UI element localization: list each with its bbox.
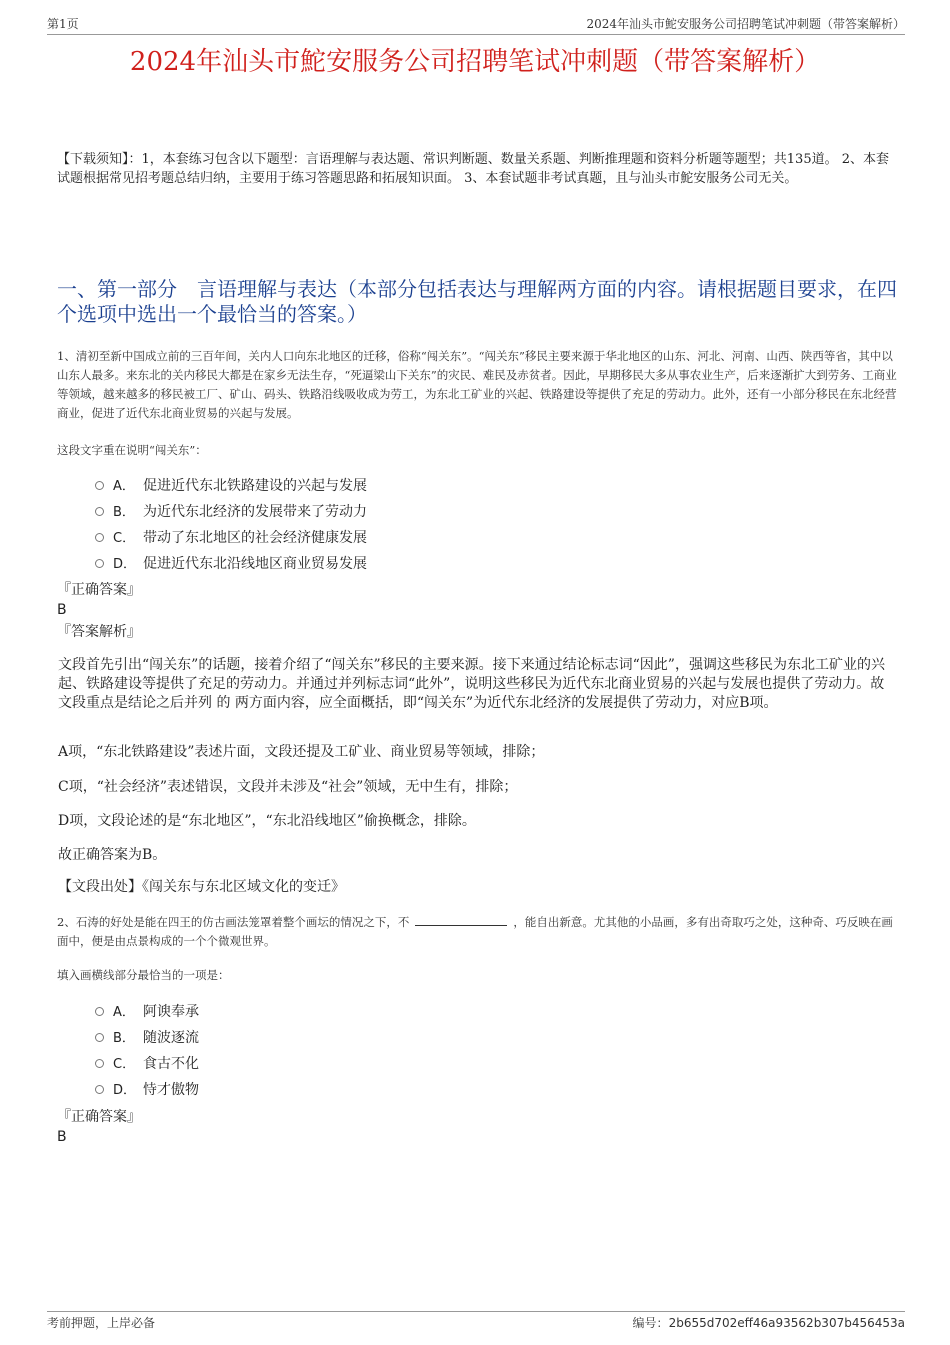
option-c[interactable]: C． 食古不化 (95, 1051, 595, 1077)
correct-answer-label: 『正确答案』 (57, 582, 141, 598)
correct-answer-label: 『正确答案』 (57, 1109, 141, 1125)
option-text: 促进近代东北沿线地区商业贸易发展 (143, 556, 367, 572)
option-text: 促进近代东北铁路建设的兴起与发展 (143, 478, 367, 494)
option-c[interactable]: C． 带动了东北地区的社会经济健康发展 (95, 525, 595, 551)
question-1-text: 1、清初至新中国成立前的三百年间，关内人口向东北地区的迁移，俗称“闯关东”。“闯关东”移民主要来源于华北地区的山东、河北、河南、山西、陕西等省，其中以山东人最多。来东北的关内移民大都是在家乡无法生存，“死逼梁山下关东”的灾民、难民及赤贫者。因此，早期移民大多从事农业生产，后来逐渐扩大到劳务、工商业等领域，越来越多的移民被工厂、矿山、码头、铁路沿线吸收成为劳工，为东北工矿业的兴起、铁路建设等提供了充足的劳动力。此外，还有一小部分移民在东北经营商业，促进了近代东北商业贸易的兴起与发展。 (57, 349, 897, 420)
correct-answer-value: B (57, 1129, 67, 1145)
question-2-options (95, 999, 595, 1103)
option-text: 恃才傲物 (143, 1082, 199, 1098)
question-2-text: 2、石涛的好处是能在四王的仿古画法笼罩着整个画坛的情况之下，不 ，能自出新意。尤其他的小品画，多有出奇取巧之处，这种奇、巧反映在画面中，便是由点景构成的一个个微观世界。 (57, 915, 893, 948)
page-footer (47, 1311, 905, 1332)
header-doc-title: 2024年汕头市鮀安服务公司招聘笔试冲刺题（带答案解析） (586, 17, 905, 31)
option-text: 阿谀奉承 (143, 1004, 199, 1020)
download-notice: 【下载须知】：1，本套练习包含以下题型：言语理解与表达题、常识判断题、数量关系题、判断推理题和资料分析题等题型；共135道。 2、本套试题根据常见招考题总结归纳，主要用于练习答题思路和拓展知识面。 3、本套试题非考试真题，且与汕头市鮀安服务公司无关。 (57, 152, 889, 186)
analysis-conclusion: 故正确答案为B。 (58, 847, 167, 863)
radio-icon[interactable] (95, 1033, 104, 1042)
analysis-option-a: A项，“东北铁路建设”表述片面，文段还提及工矿业、商业贸易等领域，排除； (58, 744, 545, 760)
page-number: 第1页 (47, 17, 79, 31)
question-1-options (95, 473, 595, 577)
option-text: 随波逐流 (143, 1030, 199, 1046)
radio-icon[interactable] (95, 507, 104, 516)
option-d[interactable]: D． 促进近代东北沿线地区商业贸易发展 (95, 551, 595, 577)
radio-icon[interactable] (95, 559, 104, 568)
analysis-paragraph: 文段首先引出“闯关东”的话题，接着介绍了“闯关东”移民的主要来源。接下来通过结论标志词“因此”，强调这些移民为东北工矿业的兴起、铁路建设等提供了充足的劳动力。并通过并列标志词“此外”，说明这些移民为近代东北商业贸易的兴起与发展也提供了劳动力。故文段重点是结论之后并列 的 两方面内容，应全面概括，即“闯关东”为近代东北经济的发展提供了劳动力，对应B项。 (58, 657, 885, 711)
option-b[interactable]: B． 随波逐流 (95, 1025, 595, 1051)
radio-icon[interactable] (95, 1007, 104, 1016)
option-a[interactable]: A． 阿谀奉承 (95, 999, 595, 1025)
fill-blank (415, 915, 507, 926)
option-text: 带动了东北地区的社会经济健康发展 (143, 530, 367, 546)
footer-slogan: 考前押题，上岸必备 (47, 1316, 156, 1330)
option-text: 食古不化 (143, 1056, 199, 1072)
option-text: 为近代东北经济的发展带来了劳动力 (143, 504, 367, 520)
analysis-option-d: D项，文段论述的是“东北地区”，“东北沿线地区”偷换概念，排除。 (58, 813, 476, 829)
document-title: 2024年汕头市鮀安服务公司招聘笔试冲刺题（带答案解析） (129, 47, 821, 77)
radio-icon[interactable] (95, 1059, 104, 1068)
text-source: 【文段出处】《闯关东与东北区域文化的变迁》 (58, 879, 345, 895)
radio-icon[interactable] (95, 1085, 104, 1094)
analysis-label: 『答案解析』 (57, 624, 141, 640)
question-2-prompt: 填入画横线部分最恰当的一项是： (57, 968, 230, 982)
section-heading: 一、第一部分 言语理解与表达（本部分包括表达与理解两方面的内容。请根据题目要求，在四个选项中选出一个最恰当的答案。） (57, 277, 897, 326)
question-1-prompt: 这段文字重在说明“闯关东”： (57, 443, 207, 457)
analysis-option-c: C项，“社会经济”表述错误，文段并未涉及“社会”领域，无中生有，排除； (58, 779, 518, 795)
footer-code: 编号：2b655d702eff46a93562b307b456453a (632, 1316, 905, 1330)
option-b[interactable]: B． 为近代东北经济的发展带来了劳动力 (95, 499, 595, 525)
radio-icon[interactable] (95, 533, 104, 542)
correct-answer-value: B (57, 602, 67, 618)
radio-icon[interactable] (95, 481, 104, 490)
option-a[interactable]: A． 促进近代东北铁路建设的兴起与发展 (95, 473, 595, 499)
page-header (47, 14, 905, 35)
option-d[interactable]: D． 恃才傲物 (95, 1077, 595, 1103)
